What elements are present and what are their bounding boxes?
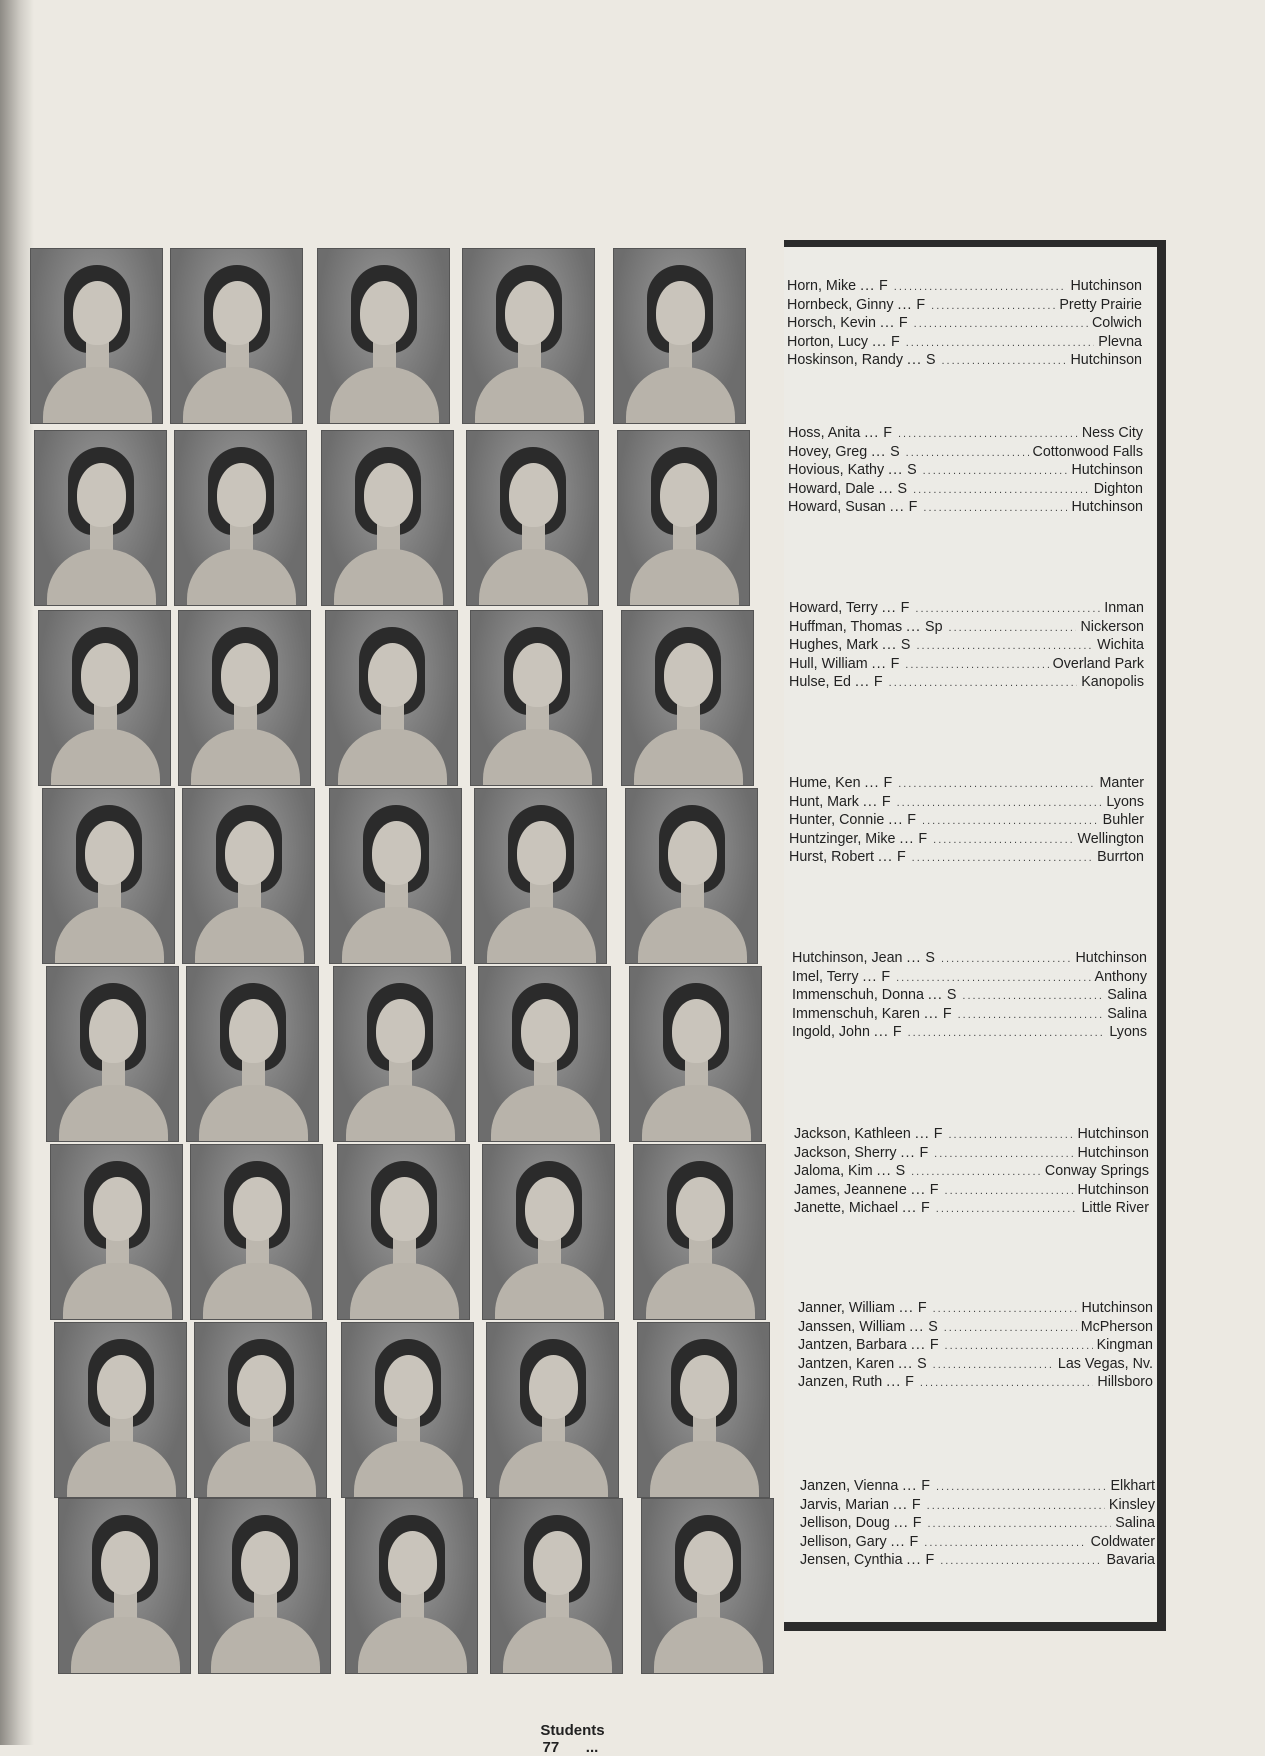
student-entry (787, 296, 1142, 315)
student-entry (792, 1023, 1147, 1042)
student-portrait (182, 788, 315, 964)
separator-dots: ... (898, 1355, 914, 1372)
separator-dots: ... (880, 315, 895, 331)
student-name: Hurst, Robert (789, 849, 875, 865)
hometown: Lyons (1109, 1024, 1147, 1040)
separator-dots: ... (871, 443, 887, 460)
student-name: Hovey, Greg (788, 443, 868, 460)
separator-dots: ... (910, 1337, 926, 1353)
leader-dots (933, 1300, 1078, 1319)
hometown: Hutchinson (1081, 1300, 1153, 1316)
class-designation: F (921, 1200, 930, 1216)
class-designation: F (873, 674, 883, 690)
separator-dots: ... (860, 278, 876, 294)
leader-dots (940, 1552, 1102, 1571)
separator-dots: ... (897, 296, 913, 313)
hometown: Colwich (1091, 315, 1142, 331)
student-portrait (470, 610, 603, 786)
student-entry (800, 1496, 1155, 1515)
student-name: Horn, Mike (787, 278, 857, 294)
class-designation: F (890, 655, 900, 672)
student-entry (792, 1005, 1147, 1024)
class-designation: F (890, 333, 900, 350)
student-portrait (462, 248, 595, 424)
hometown: Cottonwood Falls (1032, 443, 1143, 460)
student-portrait (637, 1322, 770, 1498)
separator-dots: ... (909, 1318, 925, 1335)
student-name: Hunt, Mark (789, 793, 859, 810)
student-portrait (345, 1498, 478, 1674)
student-portrait (317, 248, 450, 424)
leader-dots (898, 775, 1095, 794)
separator-dots: ... (899, 830, 915, 847)
class-designation: S (895, 1163, 906, 1179)
student-entry (788, 461, 1143, 480)
hometown: Kinsley (1108, 1496, 1155, 1513)
hometown: Manter (1099, 775, 1144, 791)
hometown: Hutchinson (1077, 1126, 1149, 1142)
class-designation: F (909, 1533, 919, 1550)
student-name: Hunter, Connie (789, 812, 885, 828)
hometown: Bavaria (1106, 1552, 1155, 1568)
hometown: Nickerson (1080, 618, 1144, 635)
class-designation: S (897, 480, 908, 497)
class-designation: F (879, 278, 888, 294)
hometown: Kanopolis (1081, 674, 1144, 690)
separator-dots: ... (889, 499, 905, 515)
leader-dots (945, 1182, 1074, 1201)
separator-dots: ... (900, 1144, 916, 1161)
class-designation: F (898, 315, 908, 331)
separator-dots: ... (914, 1126, 930, 1142)
student-portrait (474, 788, 607, 964)
student-name: Howard, Susan (788, 499, 886, 515)
separator-dots: ... (881, 600, 897, 616)
hometown: Hutchinson (1070, 278, 1142, 294)
hometown: Burrton (1097, 849, 1144, 865)
leader-dots (922, 812, 1099, 831)
student-name: Hoss, Anita (788, 425, 861, 441)
separator-dots: ... (902, 1200, 918, 1216)
leader-dots (912, 849, 1093, 868)
student-entry (792, 986, 1147, 1005)
separator-dots: ... (862, 793, 878, 810)
student-portrait (621, 610, 754, 786)
student-portrait (46, 966, 179, 1142)
separator-dots: ... (872, 333, 887, 350)
name-group (787, 277, 1142, 370)
student-entry (800, 1477, 1155, 1496)
hometown: Las Vegas, Nv. (1057, 1355, 1153, 1372)
name-group (789, 774, 1144, 867)
student-entry (787, 333, 1142, 352)
student-name: Janssen, William (798, 1318, 906, 1335)
student-name: Hulse, Ed (789, 674, 851, 690)
leader-dots (945, 1337, 1093, 1356)
student-name: Immenschuh, Karen (792, 1005, 920, 1022)
leader-dots (898, 425, 1078, 444)
separator-dots: ... (906, 618, 922, 635)
class-designation: S (946, 987, 957, 1003)
separator-dots: ... (886, 1374, 902, 1390)
class-designation: F (900, 600, 910, 616)
student-entry (789, 618, 1144, 637)
separator-dots: ... (893, 1515, 909, 1531)
leader-dots (923, 462, 1068, 481)
name-group (792, 949, 1147, 1042)
student-entry (789, 655, 1144, 674)
leader-dots (915, 600, 1100, 619)
separator-dots: ... (878, 849, 893, 865)
student-entry (789, 599, 1144, 618)
student-entry (800, 1533, 1155, 1552)
student-entry (788, 498, 1143, 517)
leader-dots (941, 950, 1072, 969)
leader-dots (913, 481, 1090, 500)
hometown: Elkhart (1110, 1478, 1155, 1494)
leader-dots (894, 278, 1067, 297)
class-designation: S (917, 1355, 927, 1372)
student-entry (789, 848, 1144, 867)
separator-dots: ... (882, 637, 897, 653)
class-designation: F (921, 1478, 930, 1494)
student-portrait (478, 966, 611, 1142)
student-name: Immenschuh, Donna (792, 987, 924, 1003)
student-entry (787, 314, 1142, 333)
student-portrait (42, 788, 175, 964)
student-portrait (333, 966, 466, 1142)
student-entry (798, 1299, 1153, 1318)
student-entry (789, 774, 1144, 793)
student-entry (794, 1199, 1149, 1218)
student-portrait (341, 1322, 474, 1498)
leader-dots (908, 1024, 1106, 1043)
class-designation: F (881, 793, 891, 810)
class-designation: F (918, 830, 928, 847)
page-gutter-shadow (0, 0, 34, 1745)
student-name: Hutchinson, Jean (792, 950, 903, 966)
leader-dots (942, 352, 1067, 371)
student-entry (798, 1373, 1153, 1392)
hometown: Conway Springs (1044, 1163, 1149, 1179)
separator-dots: ... (864, 425, 880, 441)
class-designation: F (905, 1374, 914, 1390)
class-designation: F (912, 1515, 922, 1531)
hometown: Hillsboro (1097, 1374, 1153, 1390)
student-name: Horton, Lucy (787, 333, 869, 350)
name-group (794, 1125, 1149, 1218)
name-group (788, 424, 1143, 517)
separator-dots: ... (871, 655, 887, 672)
class-designation: F (919, 1144, 929, 1161)
leader-dots (962, 987, 1103, 1006)
leader-dots (906, 334, 1095, 353)
student-entry (794, 1181, 1149, 1200)
separator-dots: ... (906, 950, 922, 966)
class-designation: S (900, 637, 911, 653)
class-designation: F (916, 296, 926, 313)
class-designation: S (928, 1318, 938, 1335)
class-designation: F (908, 499, 918, 515)
class-designation: F (925, 1552, 935, 1568)
student-portrait (186, 966, 319, 1142)
class-designation: F (907, 812, 917, 828)
student-portrait (34, 430, 167, 606)
student-portrait (486, 1322, 619, 1498)
leader-dots (916, 637, 1093, 656)
student-entry (789, 793, 1144, 812)
student-entry (798, 1355, 1153, 1374)
student-name: Jellison, Doug (800, 1515, 890, 1531)
student-name: James, Jeannene (794, 1181, 907, 1198)
leader-dots (911, 1163, 1041, 1182)
class-designation: F (929, 1181, 939, 1198)
class-designation: F (881, 968, 891, 985)
hometown: Buhler (1102, 812, 1144, 828)
leader-dots (944, 1319, 1077, 1338)
student-entry (788, 424, 1143, 443)
student-portrait (325, 610, 458, 786)
hometown: Salina (1107, 987, 1147, 1003)
separator-dots: ... (927, 987, 943, 1003)
class-designation: S (925, 352, 936, 368)
leader-dots (906, 444, 1029, 463)
student-portrait (633, 1144, 766, 1320)
hometown: Salina (1115, 1515, 1155, 1531)
student-name: Janette, Michael (794, 1200, 899, 1216)
student-name: Huffman, Thomas (789, 618, 903, 635)
student-name: Jantzen, Barbara (798, 1337, 907, 1353)
student-entry (794, 1144, 1149, 1163)
leader-dots (927, 1515, 1111, 1534)
student-portrait (466, 430, 599, 606)
student-portrait (329, 788, 462, 964)
separator-dots: ... (888, 812, 904, 828)
leader-dots (931, 297, 1055, 316)
leader-dots (949, 619, 1077, 638)
separator-dots: ... (854, 674, 870, 690)
student-portrait (50, 1144, 183, 1320)
hometown: Lyons (1106, 793, 1144, 810)
name-group (800, 1477, 1155, 1570)
hometown: Anthony (1094, 968, 1147, 985)
hometown: Plevna (1098, 333, 1142, 350)
class-designation: F (883, 425, 892, 441)
student-entry (794, 1125, 1149, 1144)
student-entry (794, 1162, 1149, 1181)
student-entry (789, 830, 1144, 849)
student-entry (792, 949, 1147, 968)
student-name: Janzen, Vienna (800, 1478, 899, 1494)
student-portrait (625, 788, 758, 964)
student-portrait (194, 1322, 327, 1498)
leader-dots (920, 1374, 1093, 1393)
student-portrait (617, 430, 750, 606)
leader-dots (914, 315, 1088, 334)
hometown: Coldwater (1090, 1533, 1155, 1550)
hometown: Dighton (1093, 480, 1143, 497)
student-entry (789, 673, 1144, 692)
separator-dots: ... (862, 968, 878, 985)
class-designation: F (929, 1337, 939, 1353)
hometown: Overland Park (1052, 655, 1144, 672)
student-name: Hull, William (789, 655, 868, 672)
student-portrait (490, 1498, 623, 1674)
class-designation: S (890, 443, 900, 460)
student-portrait (58, 1498, 191, 1674)
student-name: Howard, Dale (788, 480, 875, 497)
separator-dots: ... (907, 352, 922, 368)
footer-separator: ... (585, 1739, 599, 1756)
page-number: 77 (542, 1739, 560, 1756)
student-entry (788, 480, 1143, 499)
student-entry (788, 443, 1143, 462)
student-portrait (482, 1144, 615, 1320)
student-entry (798, 1318, 1153, 1337)
student-entry (798, 1336, 1153, 1355)
class-designation: F (942, 1005, 952, 1022)
student-name: Janzen, Ruth (798, 1374, 883, 1390)
hometown: Hutchinson (1075, 950, 1147, 966)
separator-dots: ... (898, 1300, 914, 1316)
hometown: Pretty Prairie (1059, 296, 1142, 313)
separator-dots: ... (873, 1024, 889, 1040)
separator-dots: ... (902, 1478, 918, 1494)
hometown: Hutchinson (1071, 462, 1143, 478)
student-name: Huntzinger, Mike (789, 830, 896, 847)
student-entry (792, 968, 1147, 987)
student-name: Jackson, Kathleen (794, 1126, 911, 1142)
student-portrait (629, 966, 762, 1142)
separator-dots: ... (888, 462, 904, 478)
leader-dots (933, 1356, 1054, 1375)
student-portrait (38, 610, 171, 786)
hometown: Hutchinson (1071, 499, 1143, 515)
leader-dots (934, 1145, 1073, 1164)
student-portrait (337, 1144, 470, 1320)
student-entry (800, 1551, 1155, 1570)
page-footer (0, 1722, 1265, 1756)
student-name: Jarvis, Marian (800, 1496, 889, 1513)
separator-dots: ... (923, 1005, 939, 1022)
student-entry (787, 277, 1142, 296)
leader-dots (949, 1126, 1074, 1145)
leader-dots (889, 674, 1078, 693)
separator-dots: ... (910, 1181, 926, 1198)
student-entry (789, 636, 1144, 655)
leader-dots (936, 1200, 1078, 1219)
student-portrait (54, 1322, 187, 1498)
leader-dots (958, 1006, 1104, 1025)
hometown: Inman (1104, 600, 1144, 616)
hometown: Ness City (1081, 425, 1143, 441)
student-portrait (170, 248, 303, 424)
separator-dots: ... (878, 480, 894, 497)
student-portrait (321, 430, 454, 606)
hometown: Little River (1081, 1200, 1149, 1216)
class-designation: Sp (925, 618, 943, 635)
name-index-panel (784, 240, 1166, 1631)
student-name: Horsch, Kevin (787, 315, 876, 331)
student-name: Ingold, John (792, 1024, 870, 1040)
student-entry (800, 1514, 1155, 1533)
hometown: Salina (1107, 1005, 1147, 1022)
student-portrait (178, 610, 311, 786)
student-portrait (613, 248, 746, 424)
separator-dots: ... (876, 1163, 892, 1179)
footer-section: Students (540, 1722, 605, 1739)
class-designation: F (883, 775, 893, 791)
student-name: Hovious, Kathy (788, 462, 885, 478)
student-name: Hume, Ken (789, 775, 861, 791)
student-entry (787, 351, 1142, 370)
leader-dots (936, 1478, 1107, 1497)
class-designation: S (907, 462, 917, 478)
student-name: Hoskinson, Randy (787, 352, 904, 368)
student-name: Jensen, Cynthia (800, 1552, 903, 1568)
hometown: McPherson (1080, 1318, 1153, 1335)
separator-dots: ... (906, 1552, 922, 1568)
student-entry (789, 811, 1144, 830)
leader-dots (933, 831, 1073, 850)
student-name: Jellison, Gary (800, 1533, 887, 1550)
hometown: Wichita (1097, 637, 1144, 653)
leader-dots (924, 1534, 1086, 1553)
separator-dots: ... (892, 1496, 908, 1513)
leader-dots (897, 794, 1103, 813)
separator-dots: ... (864, 775, 880, 791)
student-portrait (198, 1498, 331, 1674)
student-name: Hughes, Mark (789, 637, 878, 653)
student-name: Imel, Terry (792, 968, 859, 985)
student-portrait (641, 1498, 774, 1674)
separator-dots: ... (890, 1533, 906, 1550)
hometown: Hutchinson (1070, 352, 1142, 368)
leader-dots (896, 969, 1090, 988)
hometown: Hutchinson (1077, 1144, 1149, 1161)
name-group (789, 599, 1144, 692)
name-group (798, 1299, 1153, 1392)
student-name: Jantzen, Karen (798, 1355, 895, 1372)
leader-dots (923, 499, 1067, 518)
student-name: Jackson, Sherry (794, 1144, 897, 1161)
class-designation: F (933, 1126, 943, 1142)
hometown: Hutchinson (1077, 1181, 1149, 1198)
class-designation: S (925, 950, 935, 966)
leader-dots (927, 1497, 1105, 1516)
student-name: Hornbeck, Ginny (787, 296, 894, 313)
student-portrait (30, 248, 163, 424)
class-designation: F (911, 1496, 921, 1513)
class-designation: F (892, 1024, 902, 1040)
class-designation: F (917, 1300, 927, 1316)
class-designation: F (896, 849, 906, 865)
hometown: Wellington (1077, 830, 1144, 847)
hometown: Kingman (1096, 1337, 1153, 1353)
student-portrait (190, 1144, 323, 1320)
student-portrait (174, 430, 307, 606)
student-name: Janner, William (798, 1300, 895, 1316)
student-name: Howard, Terry (789, 600, 878, 616)
student-name: Jaloma, Kim (794, 1163, 873, 1179)
leader-dots (905, 656, 1048, 675)
